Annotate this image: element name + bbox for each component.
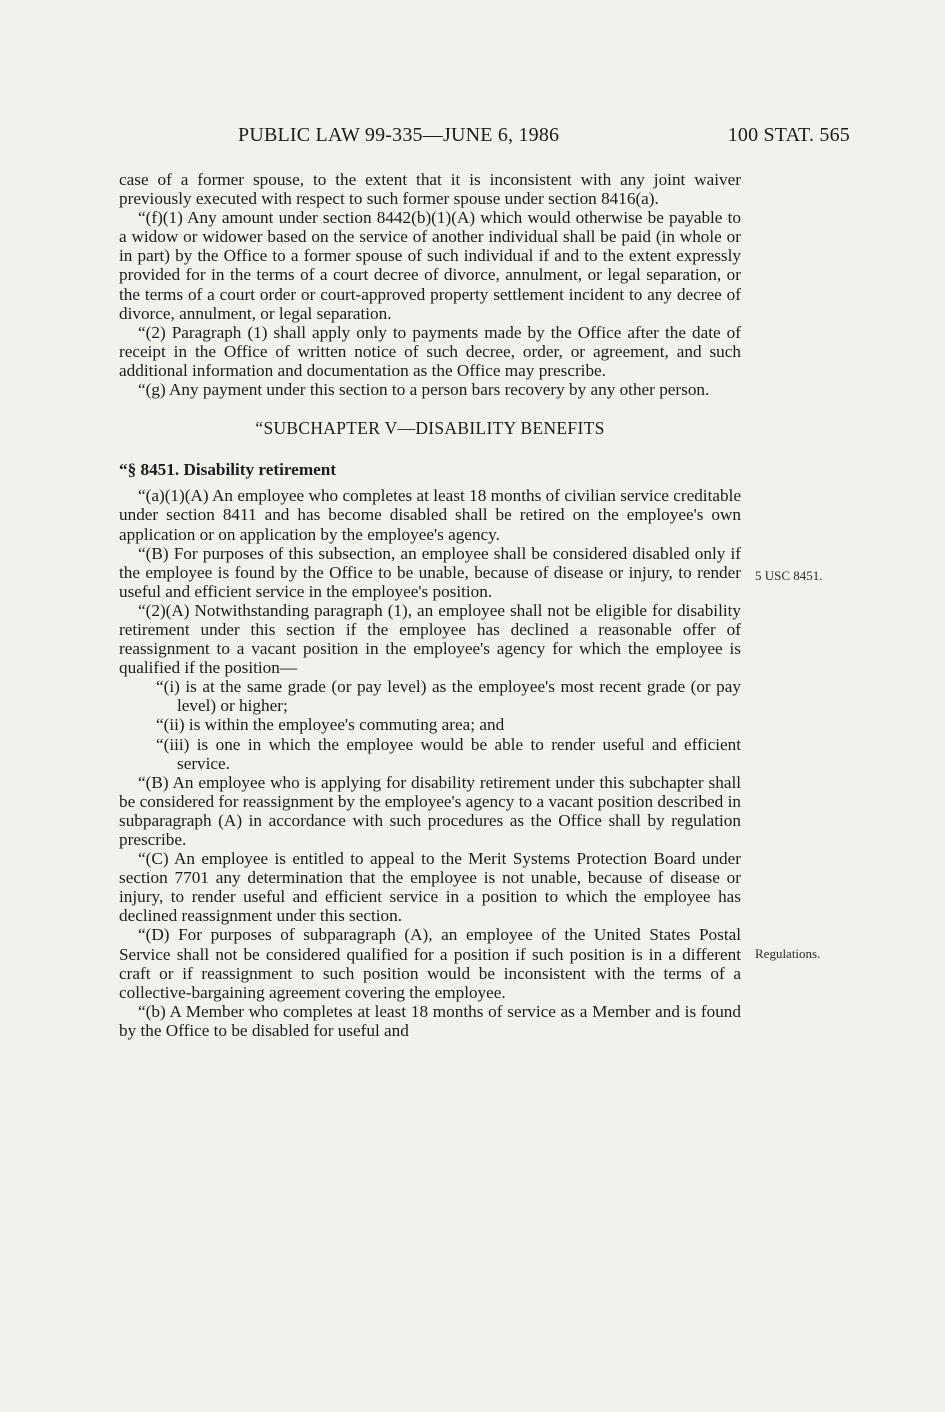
header-title: PUBLIC LAW 99-335—JUNE 6, 1986 (238, 124, 560, 146)
paragraph-b: “(b) A Member who completes at least 18 months of service as a Member and is found by the Office to be disabled for useful and (119, 1001, 741, 1040)
list-item-i: “(i) is at the same grade (or pay level) as the employee's most recent grade (or pay level) or higher; (156, 677, 741, 716)
body-text (119, 170, 741, 1040)
paragraph-a1a: “(a)(1)(A) An employee who completes at least 18 months of civilian service creditable under section 8411 and has become disabled shall be retired on the employee's own application or on application by the employee's agency. (119, 486, 741, 544)
paragraph-a2a: “(2)(A) Notwithstanding paragraph (1), an employee shall not be eligible for disability retirement under this section if the employee has declined a reasonable offer of reassignment to a vacant position in the employee's agency for which the employee is qualified if the position— (119, 600, 741, 678)
page-header (238, 124, 850, 154)
statute-citation: 100 STAT. 565 (727, 124, 850, 146)
paragraph-f1: “(f)(1) Any amount under section 8442(b)(1)(A) which would otherwise be payable to a widow or widower based on the service of another individual shall be paid (in whole or in part) by the Office to a former spouse of such individual if and to the extent expressly provided for in the terms of a court decree of divorce, annulment, or legal separation, or the terms of a court order or court-approved property settlement incident to any decree of divorce, annulment, or legal separation. (119, 208, 741, 323)
margin-note-usc: 5 USC 8451. (755, 568, 823, 583)
paragraph-a1b: “(B) For purposes of this subsection, an employee shall be considered disabled only if the employee is found by the Office to be unable, because of disease or injury, to render useful and efficient service in the employee's position. (119, 543, 741, 601)
paragraph-f2: “(2) Paragraph (1) shall apply only to payments made by the Office after the date of receipt in the Office of written notice of such decree, order, or agreement, and such additional information and documentation as the Office may prescribe. (119, 322, 741, 380)
paragraph-a2b: “(B) An employee who is applying for disability retirement under this subchapter shall be considered for reassignment by the employee's agency to a vacant position described in subparagraph (A) in accordance with such procedures as the Office shall by regulation prescribe. (119, 772, 741, 849)
paragraph-a2d: “(D) For purposes of subparagraph (A), an employee of the United States Postal Service shall not be considered qualified for a position if such position is in a different craft or if reassignment to such position would be inconsistent with the terms of a collective-bargaining agreement covering the employee. (119, 925, 741, 1002)
list-item-iii: “(iii) is one in which the employee would be able to render useful and efficient service. (156, 734, 741, 773)
list-item-ii: “(ii) is within the employee's commuting area; and (156, 715, 505, 735)
subchapter-heading: “SUBCHAPTER V—DISABILITY BENEFITS (255, 418, 605, 439)
margin-note-regulations: Regulations. (755, 946, 821, 961)
paragraph-g: “(g) Any payment under this section to a person bars recovery by any other person. (138, 380, 710, 400)
paragraph-1: case of a former spouse, to the extent that it is inconsistent with any joint waiver previously executed with respect to such former spouse under section 8416(a). (119, 170, 741, 209)
section-title: “§ 8451. Disability retirement (119, 460, 337, 480)
paragraph-a2c: “(C) An employee is entitled to appeal to the Merit Systems Protection Board under section 7701 any determination that the employee is not unable, because of disease or injury, to render useful and efficient service in a position to which the employee has declined reassignment under this section. (119, 849, 741, 926)
